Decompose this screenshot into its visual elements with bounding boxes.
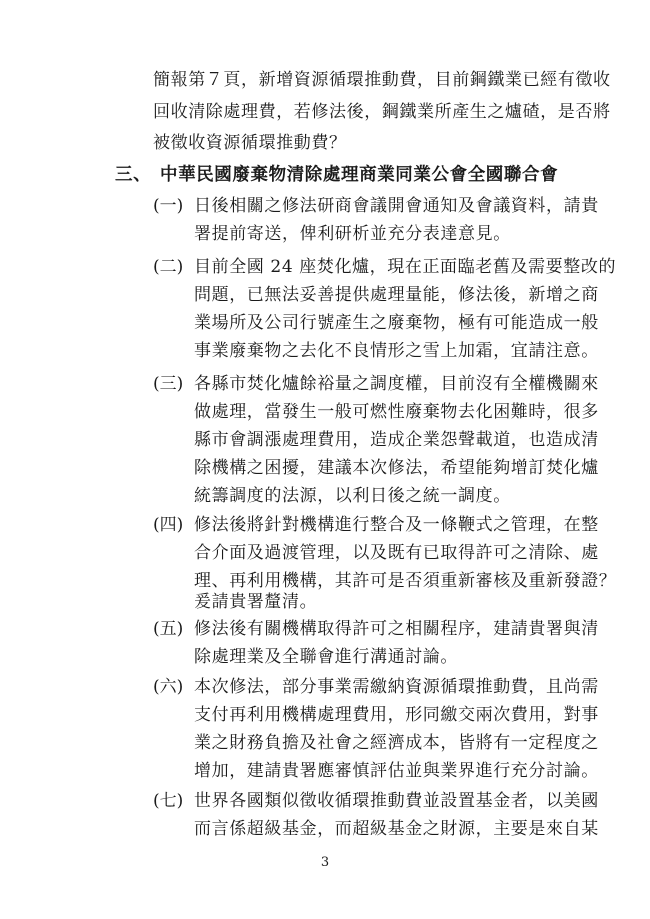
item-2-line-3: 業場所及公司行號產生之廢棄物，極有可能造成一般 [194, 313, 599, 333]
item-3-line-2: 做處理，當發生一般可燃性廢棄物去化困難時，很多 [194, 402, 599, 422]
item-4-line-3: 理、再利用機構，其許可是否須重新審核及重新發證？ [194, 571, 617, 591]
item-3-line-5: 統籌調度的法源，以利日後之統一調度。 [194, 486, 511, 506]
item-2-label: (二) [153, 257, 184, 277]
item-4-line-4: 爰請貴署釐清。 [194, 592, 318, 612]
item-6-line-2: 支付再利用機構處理費用，形同繳交兩次費用，對事 [194, 705, 599, 725]
item-2-line-4: 事業廢棄物之去化不良情形之雪上加霜，宜請注意。 [194, 341, 599, 361]
item-3-label: (三) [153, 374, 184, 394]
item-6-line-1: 本次修法，部分事業需繳納資源循環推動費，且尚需 [194, 677, 599, 697]
item-2-line-2: 問題，已無法妥善提供處理量能，修法後，新增之商 [194, 285, 599, 305]
section-title: 中華民國廢棄物清除處理商業同業公會全國聯合會 [160, 165, 559, 185]
intro-line-3: 被徵收資源循環推動費？ [153, 133, 347, 153]
item-3-line-3: 縣市會調漲處理費用，造成企業怨聲載道，也造成清 [194, 430, 599, 450]
item-1-line-2: 署提前寄送，俾利研析並充分表達意見。 [194, 224, 511, 244]
item-4-label: (四) [153, 515, 184, 535]
item-5-line-2: 除處理業及全聯會進行溝通討論。 [194, 647, 458, 667]
page-number: 3 [320, 855, 330, 870]
item-7-label: (七) [153, 791, 184, 811]
item-5-label: (五) [153, 619, 184, 639]
item-7-line-2: 而言係超級基金，而超級基金之財源，主要是來自某 [194, 819, 599, 839]
item-3-line-4: 除機構之困擾，建議本次修法，希望能夠增訂焚化爐 [194, 458, 599, 478]
item-7-line-1: 世界各國類似徵收循環推動費並設置基金者，以美國 [194, 791, 599, 811]
item-1-line-1: 日後相關之修法研商會議開會通知及會議資料，請貴 [194, 196, 599, 216]
item-4-line-1: 修法後將針對機構進行整合及一條鞭式之管理，在整 [194, 515, 599, 535]
item-6-label: (六) [153, 677, 184, 697]
item-6-line-3: 業之財務負擔及社會之經濟成本，皆將有一定程度之 [194, 733, 599, 753]
item-2-line-1: 目前全國 24 座焚化爐，現在正面臨老舊及需要整改的 [194, 257, 617, 277]
item-4-line-2: 合介面及過渡管理，以及既有已取得許可之清除、處 [194, 543, 599, 563]
intro-line-2: 回收清除處理費，若修法後，鋼鐵業所產生之爐碴，是否將 [153, 102, 611, 122]
item-3-line-1: 各縣市焚化爐餘裕量之調度權，目前沒有全權機關來 [194, 374, 599, 394]
item-6-line-4: 增加，建請貴署應審慎評估並與業界進行充分討論。 [194, 761, 599, 781]
item-5-line-1: 修法後有關機構取得許可之相關程序，建請貴署與清 [194, 619, 599, 639]
section-number: 三、 [115, 165, 152, 185]
item-1-label: (一) [153, 196, 184, 216]
intro-line-1: 簡報第７頁，新增資源循環推動費，目前鋼鐵業已經有徵收 [153, 70, 611, 90]
